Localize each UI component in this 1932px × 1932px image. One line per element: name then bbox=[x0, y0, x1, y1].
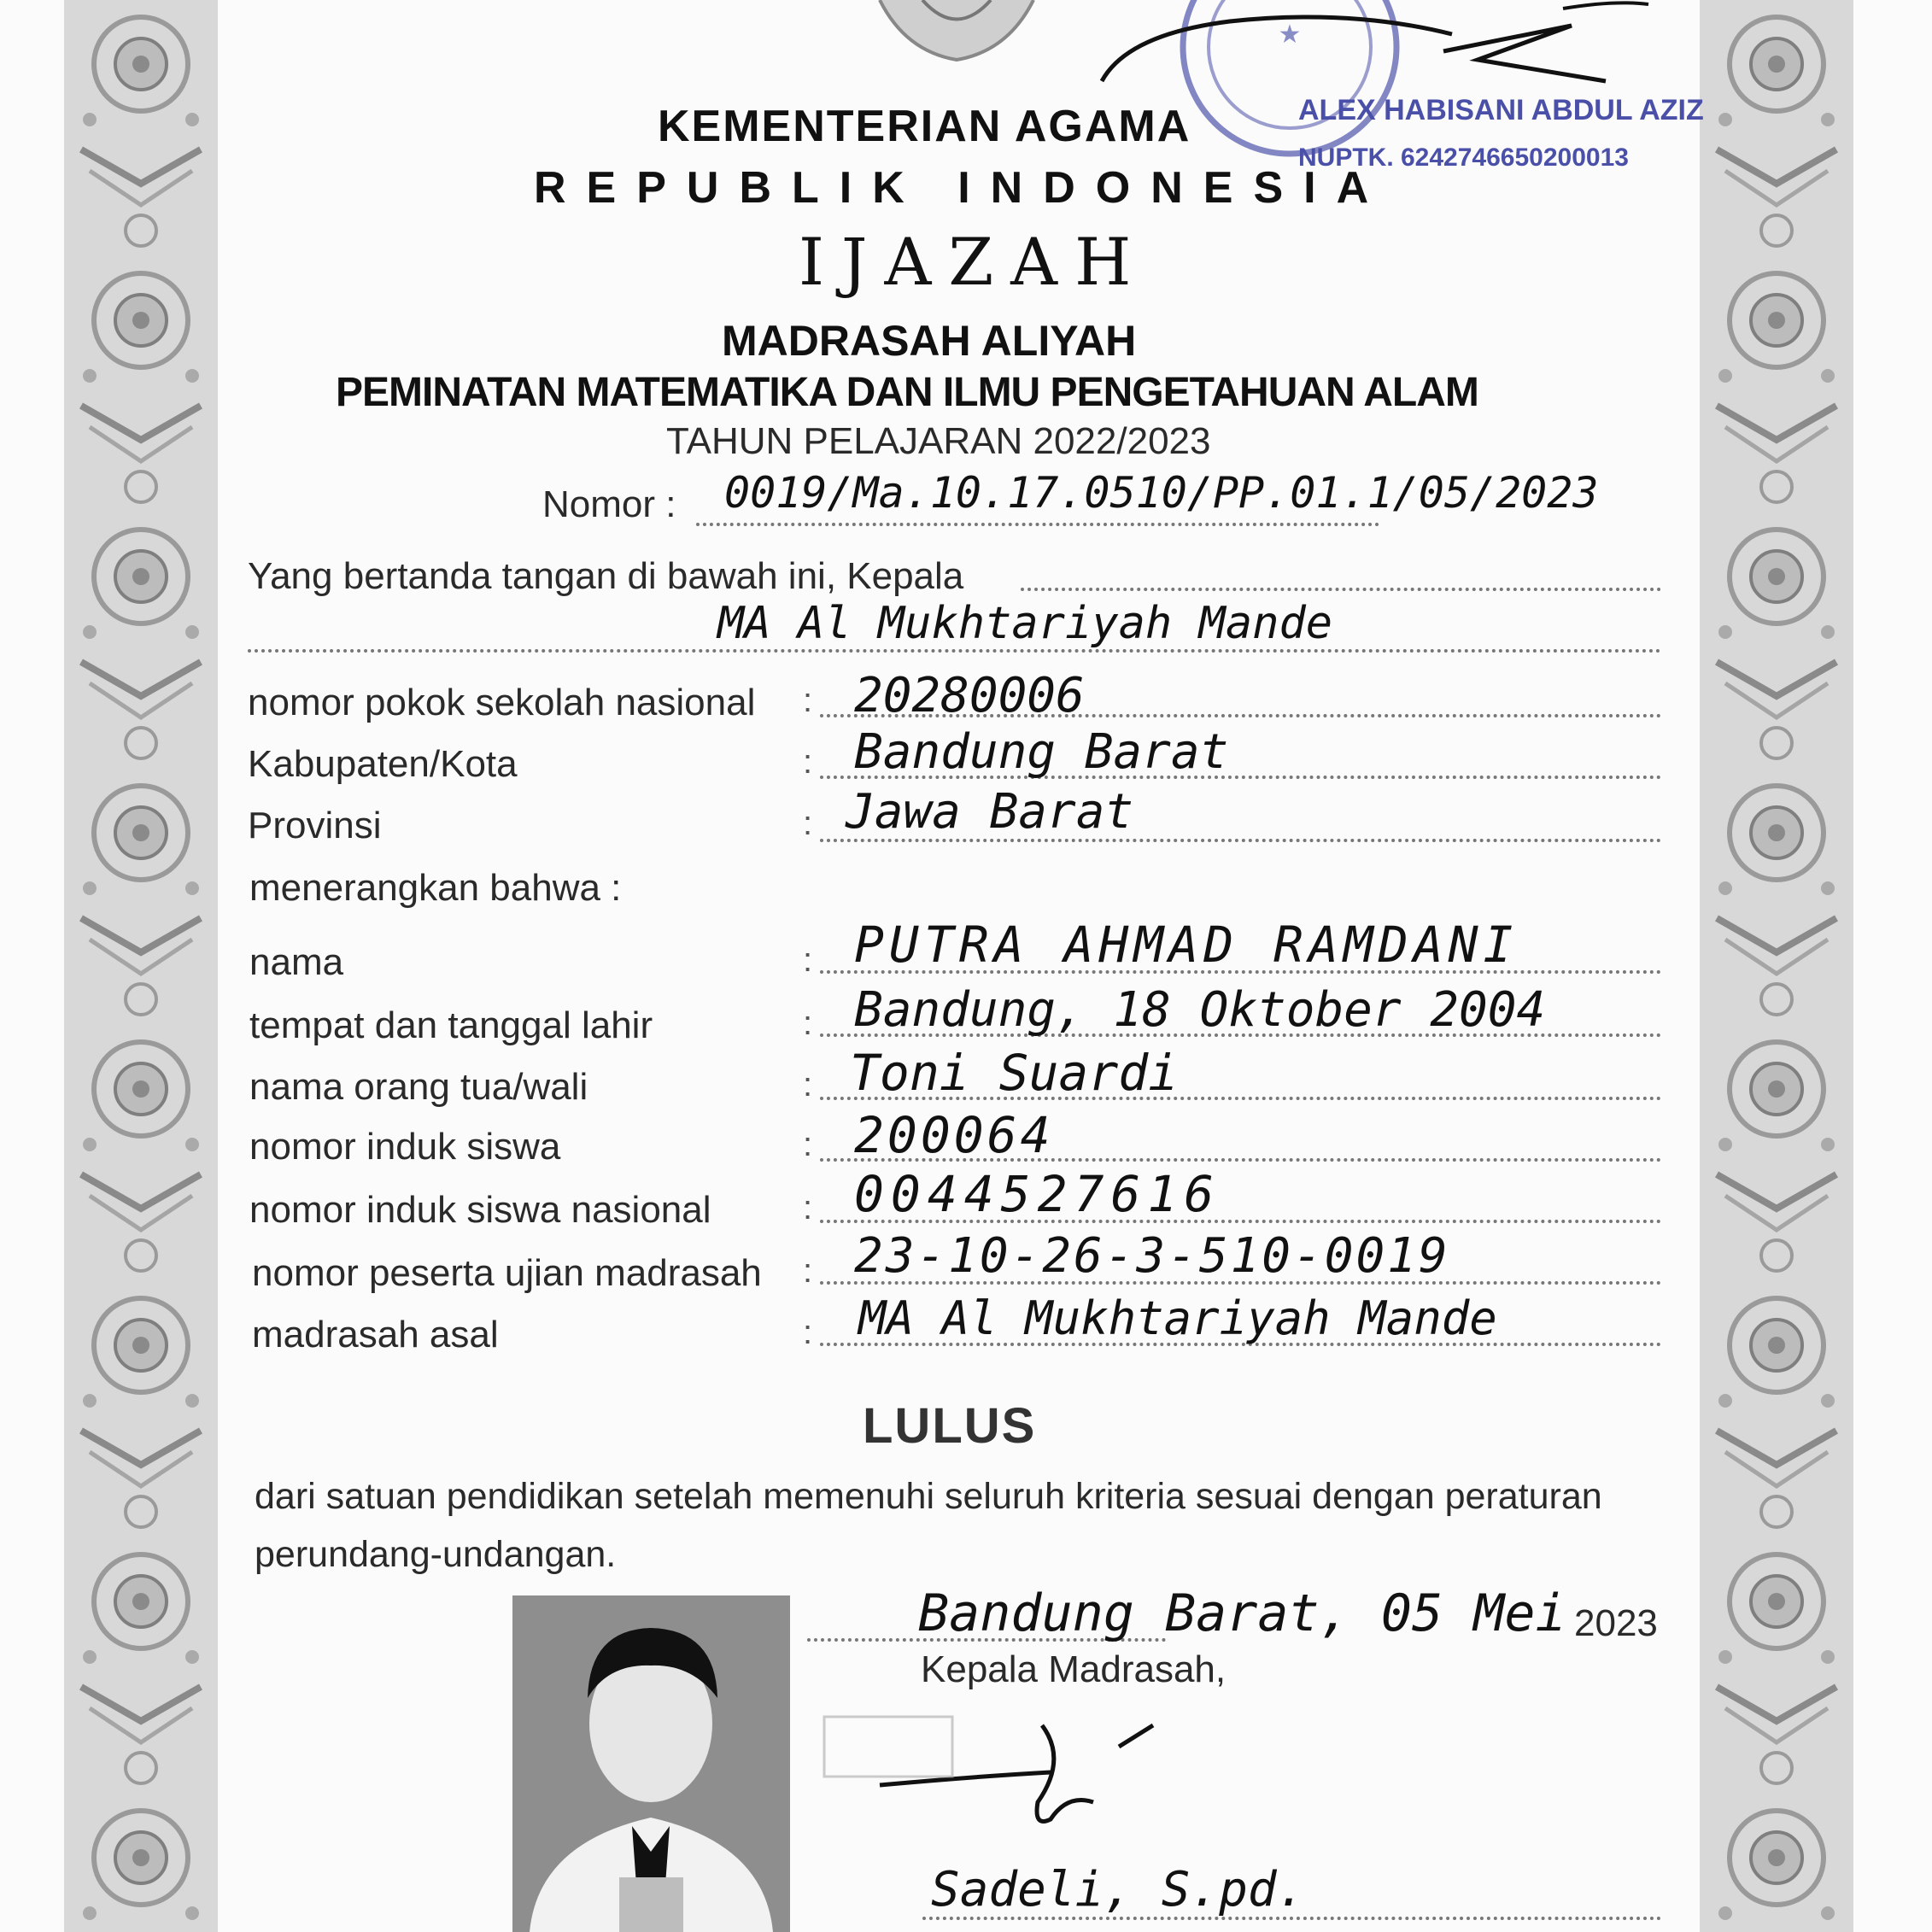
exam-number-value: 23-10-26-3-510-0019 bbox=[854, 1228, 1450, 1284]
result-text-line2: perundang-undangan. bbox=[255, 1534, 617, 1575]
result-text-line1: dari satuan pendidikan setelah memenuhi seluruh kriteria sesuai dengan peraturan bbox=[255, 1476, 1602, 1517]
school-type-heading: MADRASAH ALIYAH bbox=[722, 317, 1137, 365]
signature-role: Kepala Madrasah, bbox=[921, 1648, 1227, 1690]
signature-year: 2023 bbox=[1574, 1602, 1658, 1644]
program-heading: PEMINATAN MATEMATIKA DAN ILMU PENGETAHUAN ALAM bbox=[336, 370, 1478, 415]
origin-school-label: madrasah asal bbox=[252, 1314, 499, 1355]
number-label: Nomor : bbox=[542, 483, 676, 525]
npsn-value: 20280006 bbox=[854, 668, 1085, 723]
svg-text:★: ★ bbox=[1278, 20, 1302, 50]
place-date: Bandung Barat, 05 Mei bbox=[918, 1584, 1566, 1643]
stamp-nuptk: NUPTK. 6242746650200013 bbox=[1298, 143, 1629, 172]
academic-year: TAHUN PELAJARAN 2022/2023 bbox=[666, 420, 1211, 462]
intro-school-name: MA Al Mukhtariyah Mande bbox=[717, 598, 1333, 649]
declares-text: menerangkan bahwa : bbox=[249, 867, 622, 909]
intro-text: Yang bertanda tangan di bawah ini, Kepala bbox=[248, 555, 964, 597]
nis-label: nomor induk siswa bbox=[249, 1126, 561, 1168]
parent-label: nama orang tua/wali bbox=[249, 1066, 588, 1108]
republic-heading: REPUBLIK INDONESIA bbox=[534, 163, 1390, 213]
parent-value: Toni Suardi bbox=[850, 1044, 1179, 1102]
student-name-label: nama bbox=[249, 941, 344, 983]
npsn-label: nomor pokok sekolah nasional bbox=[248, 682, 756, 723]
faded-stamp-icon bbox=[820, 1708, 957, 1785]
student-photo bbox=[512, 1595, 790, 1932]
exam-number-label: nomor peserta ujian madrasah bbox=[252, 1252, 762, 1294]
certificate-number: 0019/Ma.10.17.0510/PP.01.1/05/2023 bbox=[724, 468, 1599, 518]
nisn-value: 0044527616 bbox=[854, 1165, 1221, 1223]
certificate-page: ★ ALEX HABISANI ABDUL AZIZ NUPTK. 6242746650200013 KEMENTERIAN AGAMA REPUBLIK INDONESIA IJAZAH MADRASAH ALIYAH PEMINATAN MATEMATIKA DAN ILMU PENGETAHUAN ALAM TAHUN PELAJARAN 2022/2023 Nomor : 0019/Ma.10.17.0510/PP.01.1/05/2023 Yang bertanda tangan di bawah ini, Kepala MA Al Mukhtariyah Mande nomor pokok sekolah nasional : 20280006 Kabupaten/Kota : Bandung Barat Provinsi : Jawa Barat menerangkan bahwa : nama : PUTRA AHMAD RAMDANI tempat dan tanggal lahir : Bandung, 18 Oktober 2004 nama orang tua/wali : Toni Suardi nomor induk siswa : 200064 nomor induk siswa nasional : 0044527616 nomor peserta ujian madrasah : 23-10-26-3-510-0019 madrasah asal : MA Al Mukhtariyah Mande LULUS dari satuan pendidikan setelah memenuhi seluruh kriteria sesuai dengan peraturan perundang-undangan. Bandung Barat, 05 Mei 2023 Kepala Madrasah, Sadeli, S.pd. bbox=[0, 0, 1932, 1932]
nisn-label: nomor induk siswa nasional bbox=[249, 1189, 711, 1231]
student-name-value: PUTRA AHMAD RAMDANI bbox=[854, 916, 1519, 974]
principal-name: Sadeli, S.pd. bbox=[931, 1862, 1306, 1917]
nis-value: 200064 bbox=[854, 1106, 1054, 1164]
left-ornamental-border bbox=[64, 0, 218, 1932]
ministry-heading: KEMENTERIAN AGAMA bbox=[658, 102, 1191, 151]
province-label: Provinsi bbox=[248, 805, 382, 846]
garuda-emblem-icon bbox=[871, 0, 1042, 64]
document-title: IJAZAH bbox=[799, 224, 1149, 300]
birth-value: Bandung, 18 Oktober 2004 bbox=[854, 982, 1546, 1038]
regency-value: Bandung Barat bbox=[854, 724, 1229, 780]
province-value: Jawa Barat bbox=[846, 784, 1134, 840]
regency-label: Kabupaten/Kota bbox=[248, 743, 518, 785]
birth-label: tempat dan tanggal lahir bbox=[249, 1004, 653, 1046]
top-signature-scribble bbox=[1093, 0, 1657, 94]
origin-school-value: MA Al Mukhtariyah Mande bbox=[858, 1291, 1497, 1345]
right-ornamental-border bbox=[1700, 0, 1853, 1932]
stamp-name: ALEX HABISANI ABDUL AZIZ bbox=[1298, 94, 1704, 126]
pass-status: LULUS bbox=[863, 1398, 1037, 1454]
